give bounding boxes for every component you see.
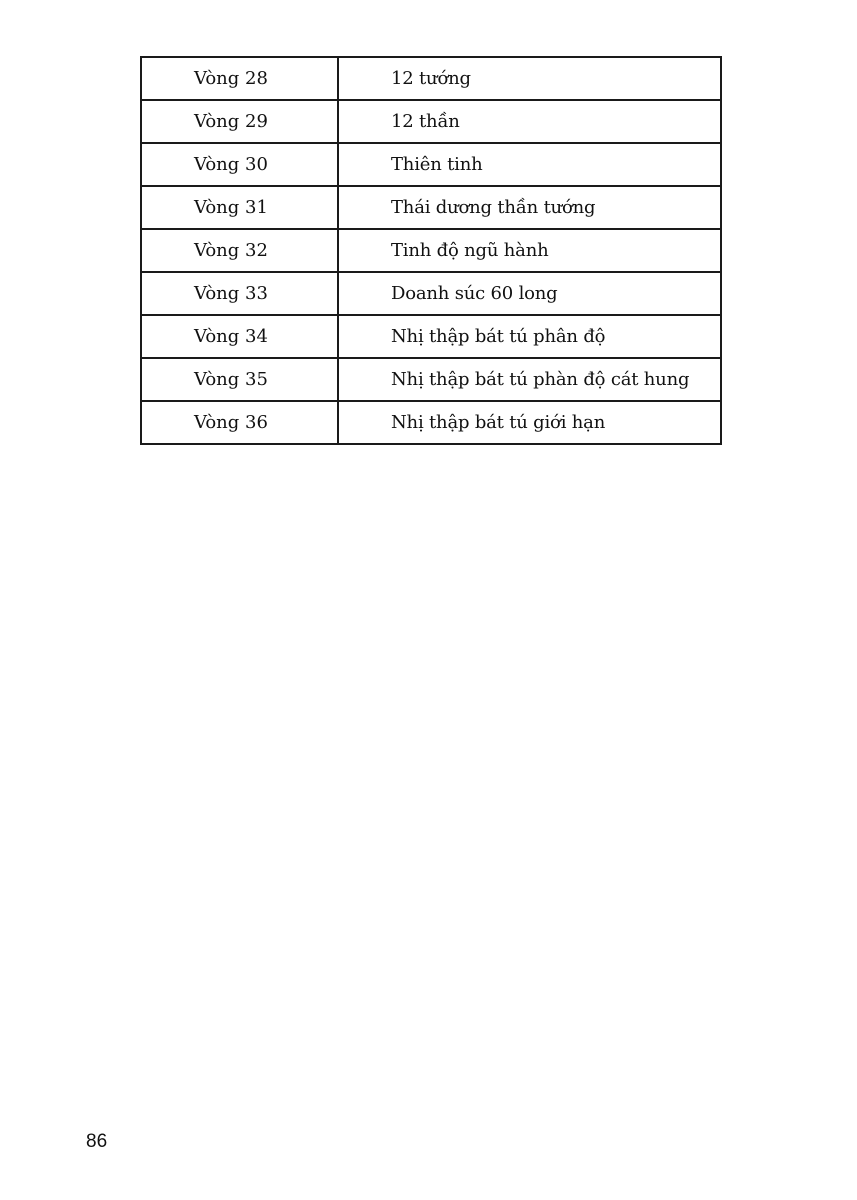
table-row <box>141 57 721 100</box>
cycle-cell: Vòng 29 <box>141 100 338 143</box>
cycle-cell: Vòng 31 <box>141 186 338 229</box>
table-row <box>141 401 721 444</box>
cycle-name-cell: Nhị thập bát tú phàn độ cát hung <box>338 358 721 401</box>
cycle-cell: Vòng 36 <box>141 401 338 444</box>
cycles-table <box>140 56 722 445</box>
cycle-cell: Vòng 33 <box>141 272 338 315</box>
page-number: 86 <box>86 1131 108 1152</box>
cycle-cell: Vòng 32 <box>141 229 338 272</box>
cycle-name-cell: Nhị thập bát tú phân độ <box>338 315 721 358</box>
table-row <box>141 315 721 358</box>
cycle-name-cell: Thiên tinh <box>338 143 721 186</box>
cycle-name-cell: Doanh súc 60 long <box>338 272 721 315</box>
table-row <box>141 229 721 272</box>
cycle-name-cell: Nhị thập bát tú giới hạn <box>338 401 721 444</box>
cycle-name-cell: 12 tướng <box>338 57 721 100</box>
cycle-cell: Vòng 35 <box>141 358 338 401</box>
cycle-name-cell: Tinh độ ngũ hành <box>338 229 721 272</box>
table-row <box>141 143 721 186</box>
table-row <box>141 272 721 315</box>
cycle-name-cell: 12 thần <box>338 100 721 143</box>
cycle-cell: Vòng 28 <box>141 57 338 100</box>
cycle-name-cell: Thái dương thần tướng <box>338 186 721 229</box>
table-row <box>141 358 721 401</box>
cycle-cell: Vòng 30 <box>141 143 338 186</box>
cycle-cell: Vòng 34 <box>141 315 338 358</box>
table-row <box>141 100 721 143</box>
table-row <box>141 186 721 229</box>
